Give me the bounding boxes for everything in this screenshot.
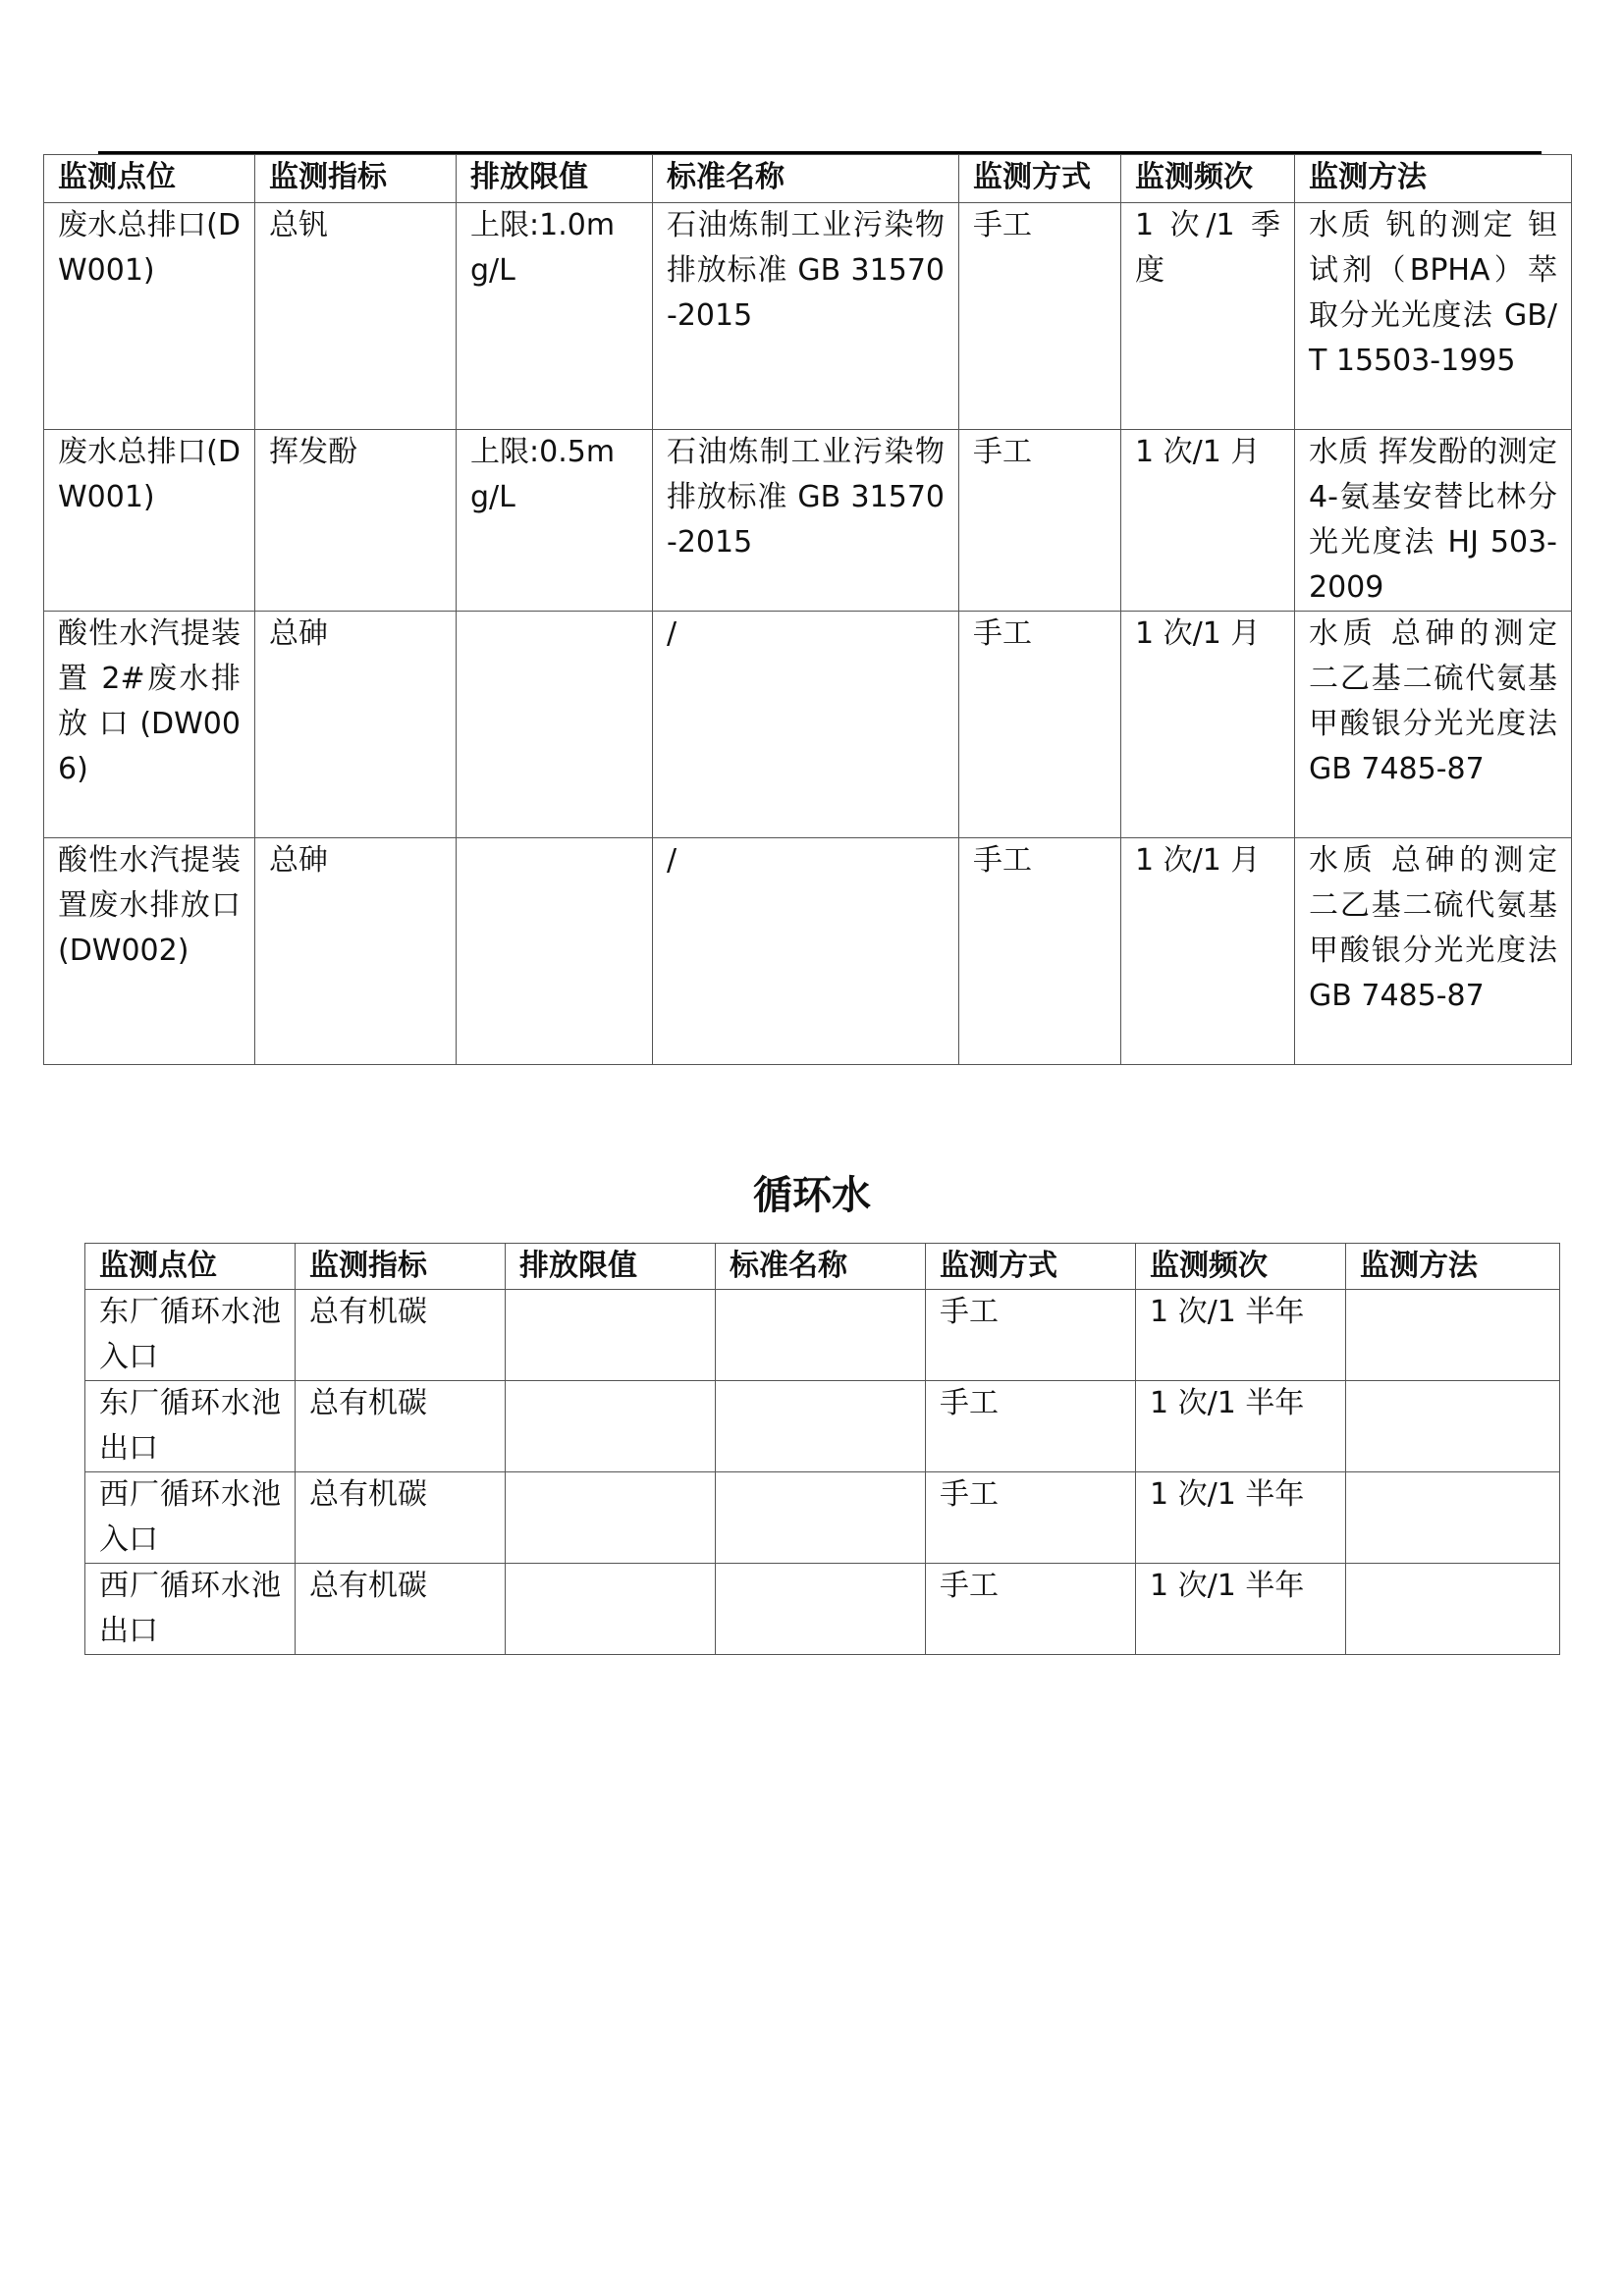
- cell-monitoring-point: 东厂循环水池出口: [85, 1381, 296, 1472]
- cell-standard-name: /: [653, 838, 959, 1065]
- cell-standard-name: [716, 1564, 926, 1655]
- cell-monitoring-mode: 手工: [959, 612, 1121, 838]
- header-monitoring-indicator: 监测指标: [296, 1244, 506, 1290]
- table-row: [85, 1472, 1560, 1564]
- cell-emission-limit: [457, 838, 653, 1065]
- cell-monitoring-mode: 手工: [959, 838, 1121, 1065]
- cell-monitoring-mode: 手工: [959, 430, 1121, 612]
- header-standard-name: 标准名称: [653, 155, 959, 203]
- cell-monitoring-point: 酸性水汽提装置 2#废水排放口(DW006): [44, 612, 255, 838]
- cell-monitoring-frequency: 1 次/1 月: [1121, 612, 1295, 838]
- cell-monitoring-indicator: 挥发酚: [255, 430, 457, 612]
- header-monitoring-method: 监测方法: [1346, 1244, 1560, 1290]
- cell-standard-name: 石油炼制工业污染物排放标准 GB 31570-2015: [653, 430, 959, 612]
- header-emission-limit: 排放限值: [457, 155, 653, 203]
- cell-monitoring-point: 废水总排口(DW001): [44, 430, 255, 612]
- cell-monitoring-frequency: 1 次/1 季度: [1121, 203, 1295, 430]
- cell-monitoring-point: 酸性水汽提装置废水排放口(DW002): [44, 838, 255, 1065]
- circulating-water-monitoring-table: [84, 1243, 1560, 1655]
- cell-monitoring-mode: 手工: [959, 203, 1121, 430]
- cell-monitoring-mode: 手工: [926, 1564, 1136, 1655]
- cell-monitoring-method: 水质 总砷的测定 二乙基二硫代氨基甲酸银分光光度法 GB 7485-87: [1295, 612, 1572, 838]
- cell-monitoring-indicator: 总有机碳: [296, 1564, 506, 1655]
- cell-monitoring-indicator: 总有机碳: [296, 1381, 506, 1472]
- cell-monitoring-method: [1346, 1381, 1560, 1472]
- cell-standard-name: [716, 1472, 926, 1564]
- cell-monitoring-mode: 手工: [926, 1472, 1136, 1564]
- cell-monitoring-point: 废水总排口(DW001): [44, 203, 255, 430]
- cell-monitoring-frequency: 1 次/1 半年: [1136, 1290, 1346, 1381]
- cell-monitoring-frequency: 1 次/1 半年: [1136, 1472, 1346, 1564]
- table-row: [85, 1290, 1560, 1381]
- header-monitoring-point: 监测点位: [85, 1244, 296, 1290]
- cell-monitoring-method: [1346, 1472, 1560, 1564]
- cell-emission-limit: [506, 1381, 716, 1472]
- table-row: [44, 430, 1572, 612]
- table-row: [44, 838, 1572, 1065]
- cell-monitoring-point: 东厂循环水池入口: [85, 1290, 296, 1381]
- table-header-row: [85, 1244, 1560, 1290]
- header-monitoring-frequency: 监测频次: [1136, 1244, 1346, 1290]
- cell-monitoring-indicator: 总钒: [255, 203, 457, 430]
- table-row: [44, 612, 1572, 838]
- cell-monitoring-indicator: 总有机碳: [296, 1472, 506, 1564]
- cell-standard-name: /: [653, 612, 959, 838]
- header-emission-limit: 排放限值: [506, 1244, 716, 1290]
- table-row: [85, 1381, 1560, 1472]
- table-header-row: [44, 155, 1572, 203]
- header-monitoring-frequency: 监测频次: [1121, 155, 1295, 203]
- table-row: [44, 203, 1572, 430]
- cell-standard-name: 石油炼制工业污染物排放标准 GB 31570-2015: [653, 203, 959, 430]
- cell-monitoring-point: 西厂循环水池出口: [85, 1564, 296, 1655]
- cell-standard-name: [716, 1381, 926, 1472]
- header-monitoring-point: 监测点位: [44, 155, 255, 203]
- cell-emission-limit: [457, 612, 653, 838]
- cell-monitoring-method: [1346, 1564, 1560, 1655]
- cell-monitoring-frequency: 1 次/1 月: [1121, 430, 1295, 612]
- table-row: [85, 1564, 1560, 1655]
- cell-monitoring-method: 水质 钒的测定 钽试剂（BPHA）萃取分光光度法 GB/T 15503-1995: [1295, 203, 1572, 430]
- cell-emission-limit: [506, 1472, 716, 1564]
- cell-monitoring-frequency: 1 次/1 月: [1121, 838, 1295, 1065]
- section-title: 循环水: [753, 1173, 871, 1218]
- cell-monitoring-indicator: 总砷: [255, 612, 457, 838]
- cell-monitoring-method: 水质 总砷的测定 二乙基二硫代氨基甲酸银分光光度法 GB 7485-87: [1295, 838, 1572, 1065]
- cell-emission-limit: 上限:1.0mg/L: [457, 203, 653, 430]
- header-monitoring-mode: 监测方式: [926, 1244, 1136, 1290]
- cell-monitoring-indicator: 总有机碳: [296, 1290, 506, 1381]
- cell-monitoring-frequency: 1 次/1 半年: [1136, 1381, 1346, 1472]
- cell-monitoring-mode: 手工: [926, 1381, 1136, 1472]
- header-standard-name: 标准名称: [716, 1244, 926, 1290]
- header-monitoring-mode: 监测方式: [959, 155, 1121, 203]
- cell-monitoring-point: 西厂循环水池入口: [85, 1472, 296, 1564]
- cell-emission-limit: [506, 1290, 716, 1381]
- cell-monitoring-method: 水质 挥发酚的测定 4-氨基安替比林分光光度法 HJ 503-2009: [1295, 430, 1572, 612]
- wastewater-monitoring-table: [43, 154, 1572, 1065]
- cell-standard-name: [716, 1290, 926, 1381]
- cell-monitoring-frequency: 1 次/1 半年: [1136, 1564, 1346, 1655]
- cell-emission-limit: 上限:0.5mg/L: [457, 430, 653, 612]
- header-monitoring-indicator: 监测指标: [255, 155, 457, 203]
- cell-emission-limit: [506, 1564, 716, 1655]
- cell-monitoring-mode: 手工: [926, 1290, 1136, 1381]
- cell-monitoring-indicator: 总砷: [255, 838, 457, 1065]
- header-monitoring-method: 监测方法: [1295, 155, 1572, 203]
- cell-monitoring-method: [1346, 1290, 1560, 1381]
